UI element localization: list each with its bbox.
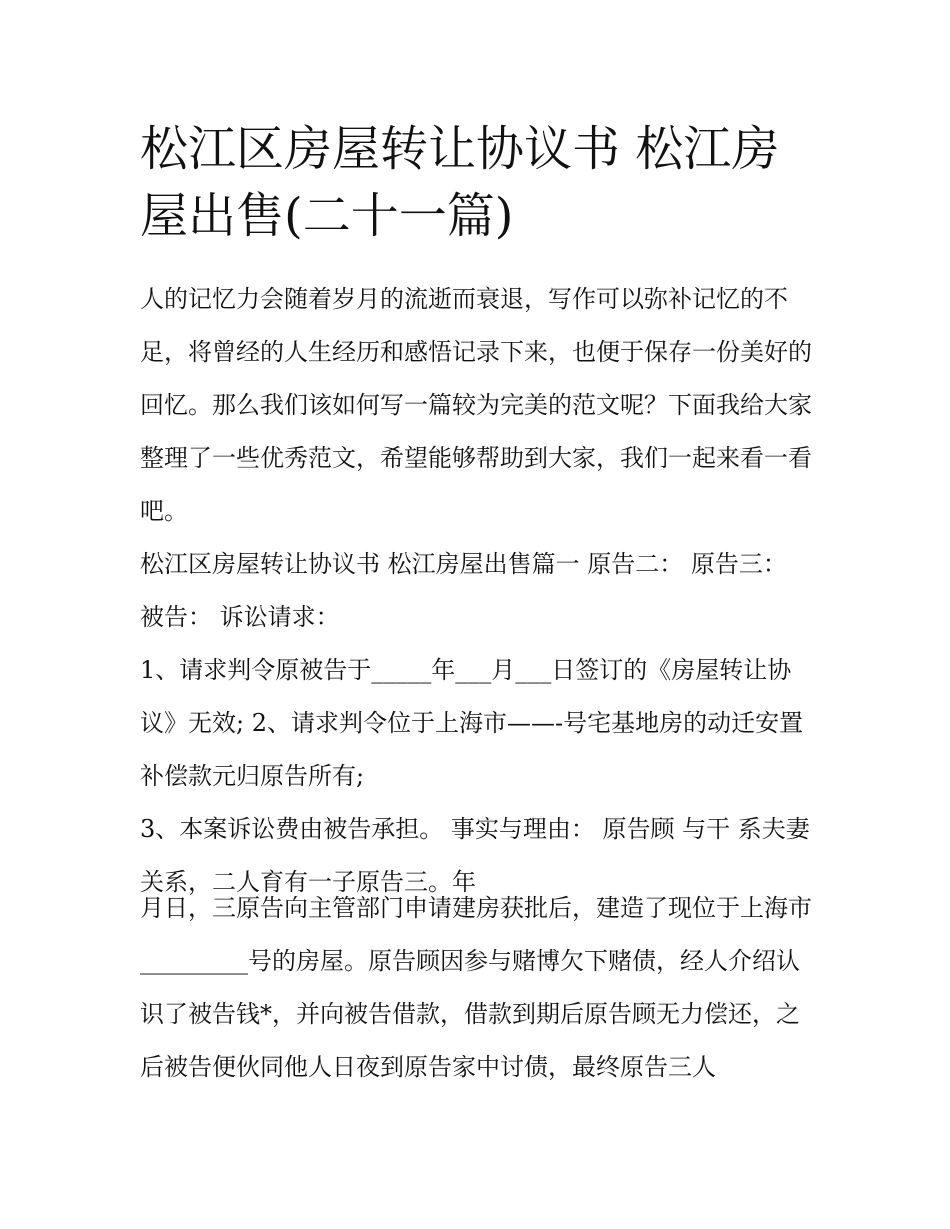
facts-paragraph: 3、本案诉讼费由被告承担。 事实与理由： 原告顾 与干 系夫妻关系，二人育有一子原告三。年 [140, 815, 810, 896]
parties-paragraph: 松江区房屋转让协议书 松江房屋出售篇一 原告二： 原告三： 被告： 诉讼请求： [140, 550, 787, 631]
document-title: 松江区房屋转让协议书 松江房屋出售(二十一篇) [140, 121, 780, 244]
intro-paragraph: 人的记忆力会随着岁月的流逝而衰退，写作可以弥补记忆的不足，将曾经的人生经历和感悟记录下来，也便于保存一份美好的回忆。那么我们该如何写一篇较为完美的范文呢？下面我给大家整理了一些优秀范文，希望能够帮助到大家，我们一起来看一看吧。 [140, 285, 812, 525]
claims-paragraph: 1、请求判令原被告于_____年___月___日签订的《房屋转让协议》无效; 2、请求判令位于上海市——-号宅基地房的动迁安置补偿款元归原告所有; [140, 656, 804, 790]
facts-continued-paragraph: 月日，三原告向主管部门申请建房获批后，建造了现位于上海市_________号的房屋。原告顾因参与赌博欠下赌债，经人介绍认识了被告钱*，并向被告借款，借款到期后原告顾无力偿还，之后被告便伙同他人日夜到原告家中讨债，最终原告三人 [140, 894, 812, 1081]
